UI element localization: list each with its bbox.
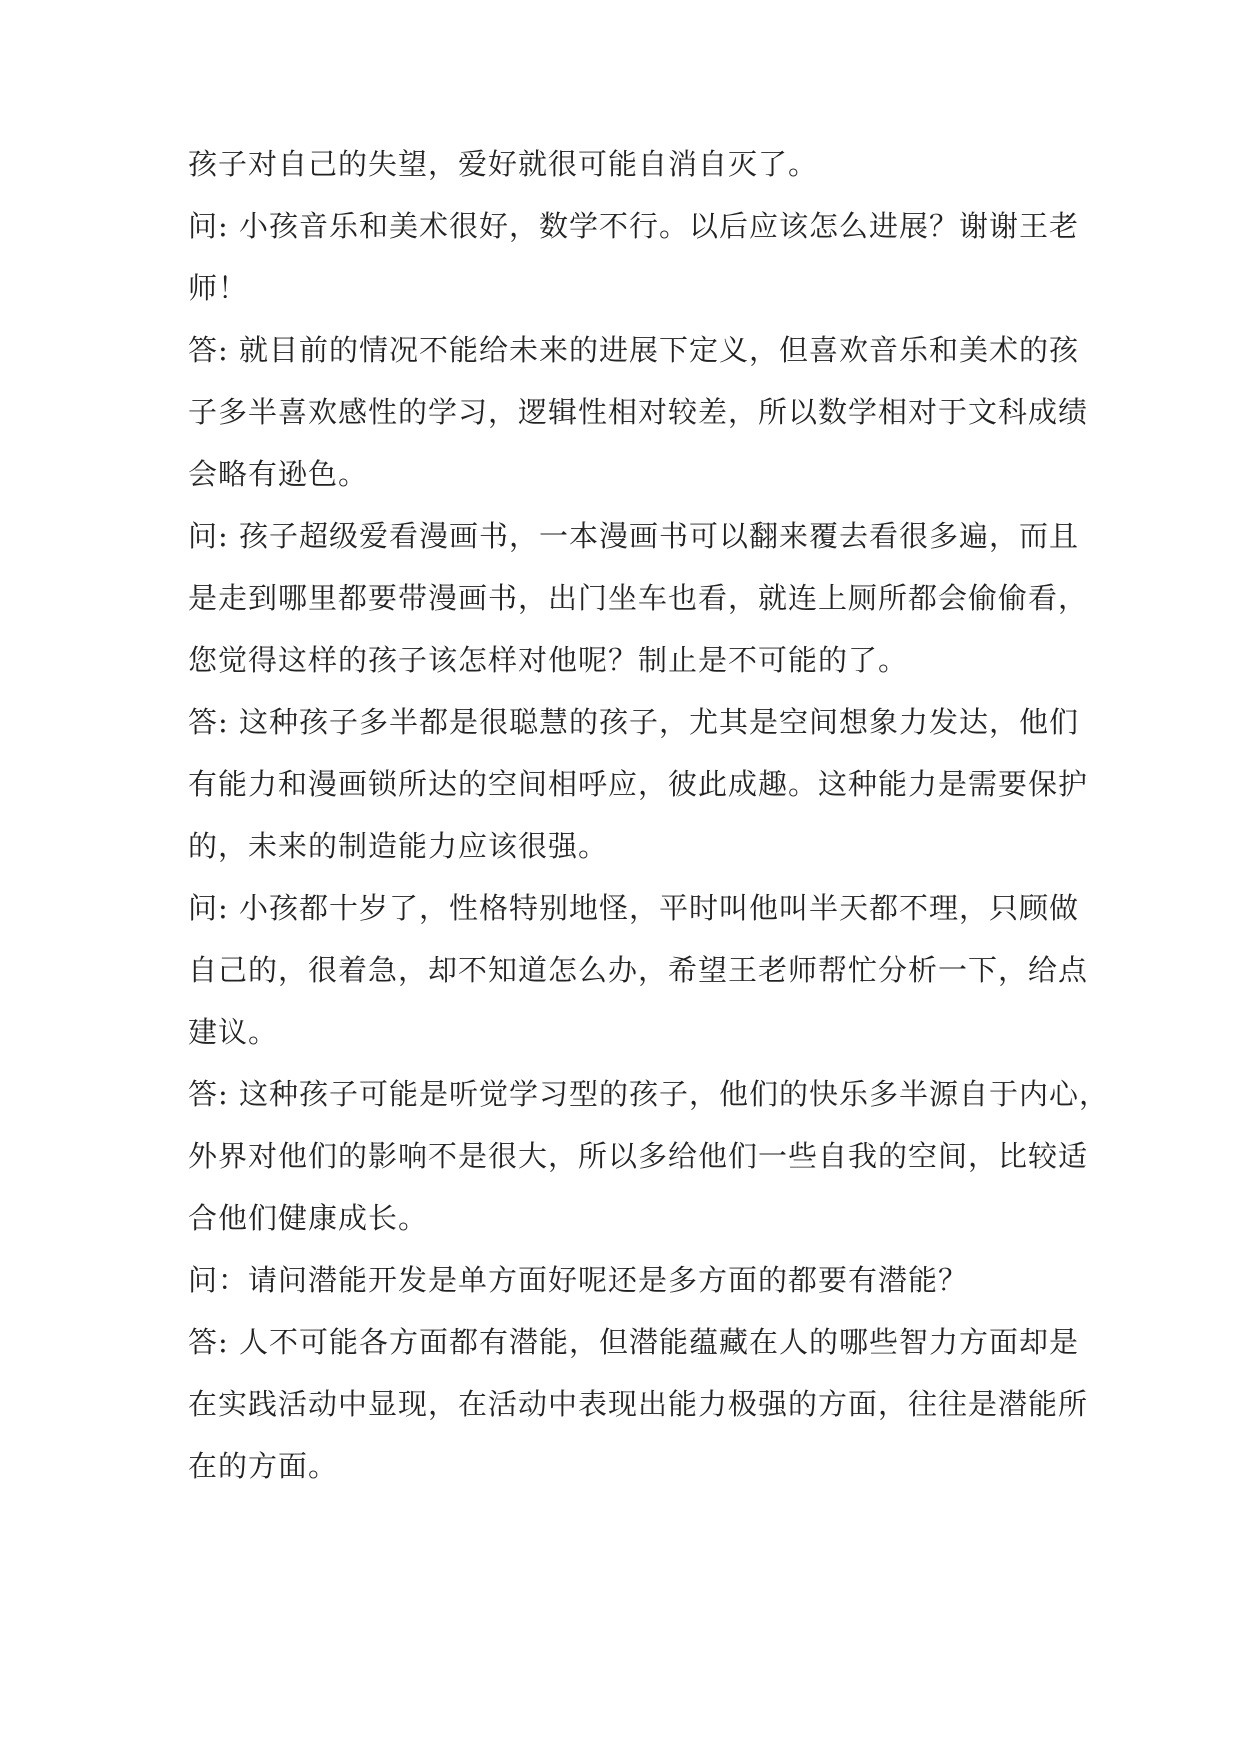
text-line: 答: 就目前的情况不能给未来的进展下定义，但喜欢音乐和美术的孩: [188, 333, 1079, 367]
text-line: 问: 孩子超级爱看漫画书，一本漫画书可以翻来覆去看很多遍，而且: [188, 519, 1079, 553]
text-line: 问：请问潜能开发是单方面好呢还是多方面的都要有潜能？: [188, 1263, 969, 1297]
text-line: 答: 人不可能各方面都有潜能，但潜能蕴藏在人的哪些智力方面却是: [188, 1325, 1079, 1359]
text-line: 有能力和漫画锁所达的空间相呼应，彼此成趣。这种能力是需要保护: [188, 767, 1089, 801]
text-line: 建议。: [188, 1015, 279, 1049]
text-line: 会略有逊色。: [188, 457, 369, 491]
text-line: 答: 这种孩子可能是听觉学习型的孩子，他们的快乐多半源自于内心，: [188, 1077, 1109, 1111]
text-line: 在的方面。: [188, 1449, 339, 1483]
text-line: 子多半喜欢感性的学习，逻辑性相对较差，所以数学相对于文科成绩: [188, 395, 1089, 429]
text-line: 问: 小孩都十岁了，性格特别地怪，平时叫他叫半天都不理，只顾做: [188, 891, 1079, 925]
text-line: 孩子对自己的失望，爱好就很可能自消自灭了。: [188, 147, 819, 181]
text-line: 您觉得这样的孩子该怎样对他呢？制止是不可能的了。: [188, 643, 909, 677]
text-line: 的，未来的制造能力应该很强。: [188, 829, 609, 863]
text-line: 是走到哪里都要带漫画书，出门坐车也看，就连上厕所都会偷偷看，: [188, 581, 1089, 615]
text-line: 问: 小孩音乐和美术很好，数学不行。以后应该怎么进展？谢谢王老: [188, 209, 1079, 243]
text-line: 合他们健康成长。: [188, 1201, 429, 1235]
text-line: 在实践活动中显现，在活动中表现出能力极强的方面，往往是潜能所: [188, 1387, 1089, 1421]
text-line: 答: 这种孩子多半都是很聪慧的孩子，尤其是空间想象力发达，他们: [188, 705, 1079, 739]
text-line: 师！: [188, 271, 249, 305]
text-line: 外界对他们的影响不是很大，所以多给他们一些自我的空间，比较适: [188, 1139, 1089, 1173]
text-line: 自己的，很着急，却不知道怎么办，希望王老师帮忙分析一下，给点: [188, 953, 1089, 987]
